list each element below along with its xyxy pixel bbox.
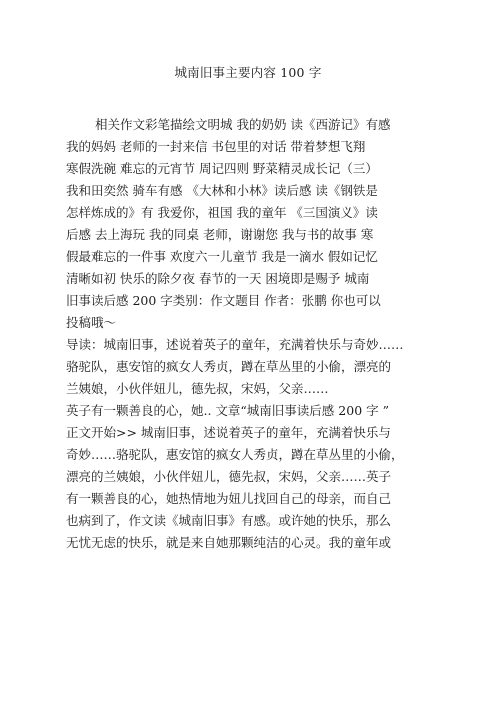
- body-line: 清晰如初 快乐的除夕夜 春节的一天 困境即是赐予 城南: [66, 271, 370, 286]
- body-line: 我和田奕然 骑车有感 《大林和小林》读后感 读《钢铁是: [66, 183, 378, 198]
- body-line: 有一颗善良的心，她热情地为妞儿找回自己的母亲，而自己: [66, 491, 392, 506]
- body-line: 投稿哦～: [66, 315, 117, 330]
- body-line: 也病到了，作文读《城南旧事》有感。或许她的快乐，那么: [66, 513, 392, 528]
- body-line: 奇妙……骆驼队，惠安馆的疯女人秀贞，蹲在草丛里的小偷，: [66, 447, 404, 462]
- body-line: 英子有一颗善良的心，她.. 文章“城南旧事读后感 200 字 ”: [66, 403, 389, 418]
- body-line: 假最难忘的一件事 欢度六一儿童节 我是一滴水 假如记忆: [66, 249, 378, 264]
- body-line: 怎样炼成的》有 我爱你，祖国 我的童年 《三国演义》读: [66, 205, 378, 220]
- body-line: 正文开始>> 城南旧事，述说着英子的童年，充满着快乐与: [66, 425, 391, 440]
- body-line: 相关作文彩笔描绘文明城 我的奶奶 读《西游记》有感: [95, 117, 391, 132]
- body-line: 导读：城南旧事，述说着英子的童年，充满着快乐与奇妙……: [66, 337, 404, 352]
- body-line: 寒假洗碗 难忘的元宵节 周记四则 野菜精灵成长记（三）: [66, 161, 378, 176]
- document-title: 城南旧事主要内容 100 字: [174, 65, 322, 80]
- body-line: 骆驼队，惠安馆的疯女人秀贞，蹲在草丛里的小偷，漂亮的: [66, 359, 392, 374]
- body-line: 漂亮的兰姨娘，小伙伴妞儿，德先叔，宋妈，父亲……英子: [66, 469, 392, 484]
- body-line: 我的妈妈 老师的一封来信 书包里的对话 带着梦想飞翔: [66, 139, 366, 154]
- body-line: 旧事读后感 200 字类别：作文题目 作者：张鹏 你也可以: [66, 293, 381, 308]
- body-line: 后感 去上海玩 我的同桌 老师，谢谢您 我与书的故事 寒: [66, 227, 374, 242]
- body-line: 无忧无虑的快乐，就是来自她那颗纯洁的心灵。我的童年或: [66, 535, 392, 550]
- body-line: 兰姨娘，小伙伴妞儿，德先叔，宋妈，父亲……: [66, 381, 329, 396]
